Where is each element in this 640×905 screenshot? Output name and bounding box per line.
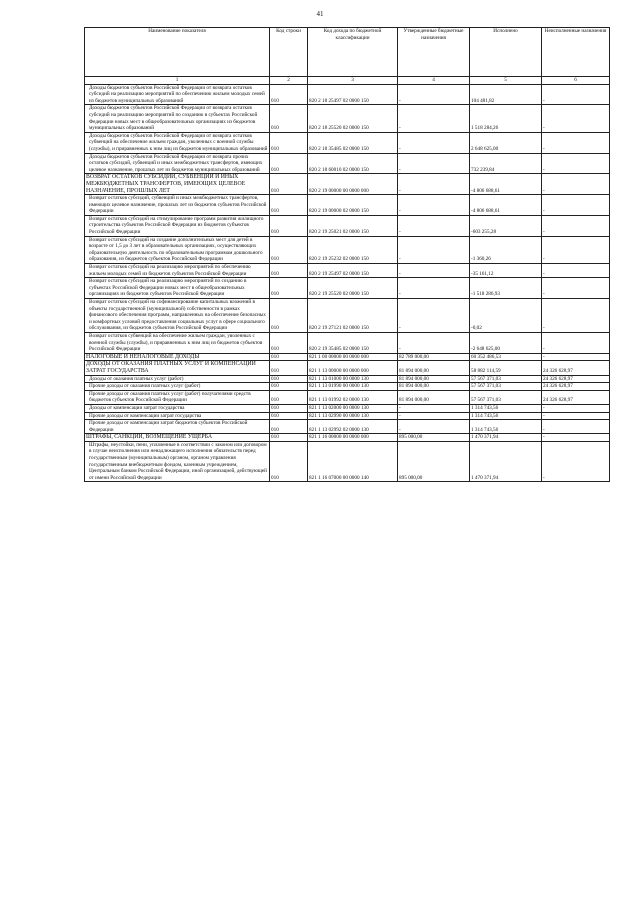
executed-cell: -35 161,12: [470, 264, 542, 278]
indicator-name-cell: [85, 299, 270, 333]
executed-cell: -2 648 625,00: [470, 332, 542, 353]
income-code-cell: 820 2 19 00000 00 0000 000: [308, 174, 398, 195]
income-code-cell: 820 2 19 35485 02 0000 150: [308, 332, 398, 353]
income-code-cell: 820 2 19 25497 02 0000 150: [308, 264, 398, 278]
approved-cell: -: [398, 84, 470, 105]
unexecuted-cell: -: [542, 195, 610, 216]
line-code-cell: 010: [270, 390, 308, 404]
income-code-cell: 821 1 16 07000 00 0000 140: [308, 441, 398, 482]
header-index: 4: [398, 77, 470, 85]
unexecuted-cell: -: [542, 215, 610, 236]
executed-cell: 2 648 625,00: [470, 132, 542, 153]
indicator-name-text: Возврат остатков субсидий на реализацию мероприятий по обеспечению жильем молодых семей из бюджетов субъектов Российской Федерации: [89, 264, 251, 277]
executed-cell: -603 255,28: [470, 215, 542, 236]
indicator-name-cell: [85, 361, 270, 375]
approved-cell: -: [398, 412, 470, 420]
header-line-code: Код строки: [270, 28, 308, 77]
income-code-cell: 821 1 13 02992 02 0000 130: [308, 420, 398, 434]
executed-cell: 104 481,82: [470, 84, 542, 105]
line-code-cell: 010: [270, 361, 308, 375]
executed-cell: 1 470 371,94: [470, 441, 542, 482]
table-index-row: [85, 77, 610, 85]
header-income-code: Код дохода по бюджетной классификации: [308, 28, 398, 77]
approved-cell: -: [398, 153, 470, 174]
indicator-name-cell: [85, 332, 270, 353]
unexecuted-cell: -: [542, 264, 610, 278]
header-index: 3: [308, 77, 398, 85]
income-code-cell: 820 2 19 25021 02 0000 150: [308, 215, 398, 236]
unexecuted-cell: -: [542, 84, 610, 105]
income-code-cell: 821 1 13 01990 00 0000 130: [308, 383, 398, 391]
executed-cell: 1 314 743,56: [470, 412, 542, 420]
table-row: [85, 278, 610, 299]
approved-cell: -: [398, 332, 470, 353]
income-code-cell: 820 2 18 35485 02 0000 150: [308, 132, 398, 153]
indicator-name-cell: [85, 153, 270, 174]
table-row: [85, 383, 610, 391]
executed-cell: 57 567 371,03: [470, 375, 542, 383]
indicator-name-text: Возврат остатков субвенций на обеспечение жильем граждан, уволенных с военной службы (службы), и приравненных к ним лиц из бюджетов субъектов Российской Федерации: [89, 332, 263, 353]
table-row: [85, 215, 610, 236]
table-row: [85, 132, 610, 153]
table-row: [85, 441, 610, 482]
unexecuted-cell: -: [542, 420, 610, 434]
line-code-cell: 010: [270, 420, 308, 434]
approved-cell: -: [398, 132, 470, 153]
executed-cell: -1 360,26: [470, 236, 542, 263]
line-code-cell: 010: [270, 264, 308, 278]
indicator-name-cell: [85, 441, 270, 482]
table-row: [85, 195, 610, 216]
unexecuted-cell: -: [542, 132, 610, 153]
executed-cell: -4 806 688,61: [470, 195, 542, 216]
indicator-name-cell: [85, 264, 270, 278]
indicator-name-text: Возврат остатков субсидий на стимулирование программ развития жилищного строительства субъектов Российской Федерации из бюджетов субъектов Российской Федерации: [89, 215, 264, 236]
line-code-cell: 010: [270, 383, 308, 391]
indicator-name-text: Доходы бюджетов субъектов Российской Федерации от возврата остатков субвенций на обеспечение жильем граждан, уволенных с военной службы (службы), и приравненных к ним лиц из бюджетов муниципальных образований: [89, 132, 268, 152]
approved-cell: -: [398, 215, 470, 236]
indicator-name-text: Возврат остатков субсидий, субвенций и иных межбюджетных трансфертов, имеющих целевое назначение, прошлых лет из бюджетов субъектов Российской Федерации: [89, 195, 267, 215]
executed-cell: 732 239,84: [470, 153, 542, 174]
income-code-cell: 820 2 19 25232 02 0000 150: [308, 236, 398, 263]
indicator-name-text: Доходы от оказания платных услуг (работ): [89, 375, 184, 382]
income-code-cell: 821 1 13 02000 00 0000 130: [308, 404, 398, 412]
approved-cell: -: [398, 278, 470, 299]
indicator-name-text: Возврат остатков субсидий на реализацию мероприятий по созданию в субъектах Российской Федерации новых мест в общеобразовательных организациях из бюджетов субъектов Российской Федерации: [89, 278, 247, 298]
table-header-row: [85, 28, 610, 77]
unexecuted-cell: -: [542, 332, 610, 353]
header-indicator-name: Наименование показателя: [85, 28, 270, 77]
indicator-name-text: ДОХОДЫ ОТ ОКАЗАНИЯ ПЛАТНЫХ УСЛУГ И КОМПЕНСАЦИИ ЗАТРАТ ГОСУДАРСТВА: [86, 361, 256, 374]
approved-cell: -: [398, 236, 470, 263]
indicator-name-cell: [85, 404, 270, 412]
table-row: [85, 105, 610, 132]
unexecuted-cell: -: [542, 236, 610, 263]
line-code-cell: 010: [270, 174, 308, 195]
line-code-cell: 010: [270, 215, 308, 236]
approved-cell: -: [398, 264, 470, 278]
approved-cell: 895 000,00: [398, 434, 470, 442]
income-code-cell: 821 1 13 01992 02 0000 130: [308, 390, 398, 404]
approved-cell: 81 894 000,00: [398, 390, 470, 404]
unexecuted-cell: -: [542, 105, 610, 132]
executed-cell: -4 806 688,61: [470, 174, 542, 195]
table-row: [85, 332, 610, 353]
indicator-name-cell: [85, 236, 270, 263]
executed-cell: 58 882 114,59: [470, 361, 542, 375]
indicator-name-text: Возврат остатков субсидий на софинансирование капитальных вложений в объекты государственной (муниципальной) собственности в рамках финансового обеспечения программ, направленных на обеспечение безопасных и комфортных условий предоставления социальных услуг в сфере социального обслуживания, из бюджетов субъектов Российской Федерации: [89, 299, 266, 332]
income-code-cell: 821 1 13 01000 00 0000 130: [308, 375, 398, 383]
table-row: [85, 404, 610, 412]
indicator-name-cell: [85, 353, 270, 361]
table-body: [85, 84, 610, 482]
income-code-cell: 820 2 18 25520 02 0000 150: [308, 105, 398, 132]
executed-cell: 1 314 743,56: [470, 404, 542, 412]
executed-cell: 1 470 371,94: [470, 434, 542, 442]
line-code-cell: 010: [270, 299, 308, 333]
executed-cell: 1 314 743,56: [470, 420, 542, 434]
indicator-name-cell: [85, 105, 270, 132]
table-row: [85, 264, 610, 278]
income-code-cell: 820 2 19 27121 02 0000 150: [308, 299, 398, 333]
indicator-name-text: НАЛОГОВЫЕ И НЕНАЛОГОВЫЕ ДОХОДЫ: [86, 353, 200, 360]
line-code-cell: 010: [270, 353, 308, 361]
table-row: [85, 174, 610, 195]
table-row: [85, 361, 610, 375]
indicator-name-text: Штрафы, неустойки, пени, уплаченные в соответствии с законом или договором в случае неисполнения или ненадлежащего исполнения обязательств перед государственным (муниципальным) органом, органом управления государственным внебюджетным фондом, казенным учреждением, Центральным банком Российской Федерации, иной организацией, действующей от имени Российской Федерации: [89, 441, 267, 481]
executed-cell: 60 352 486,53: [470, 353, 542, 361]
approved-cell: -: [398, 299, 470, 333]
executed-cell: -1 518 286,93: [470, 278, 542, 299]
indicator-name-text: Доходы от компенсации затрат государства: [89, 404, 185, 411]
indicator-name-cell: [85, 132, 270, 153]
table-row: [85, 353, 610, 361]
indicator-name-text: Доходы бюджетов субъектов Российской Федерации от возврата остатков субсидий на реализацию мероприятий по созданию в субъектах Российской Федерации новых мест в общеобразовательных организациях из бюджетов муниципальных образований: [89, 105, 258, 132]
income-code-cell: 820 2 18 25497 02 0000 150: [308, 84, 398, 105]
indicator-name-cell: [85, 375, 270, 383]
table-row: [85, 412, 610, 420]
indicator-name-cell: [85, 215, 270, 236]
executed-cell: 57 567 371,03: [470, 390, 542, 404]
budget-execution-table: [84, 27, 610, 482]
header-unexecuted: Неисполненные назначения: [542, 28, 610, 77]
unexecuted-cell: -: [542, 353, 610, 361]
income-code-cell: 821 1 00 00000 00 0000 000: [308, 353, 398, 361]
indicator-name-cell: [85, 174, 270, 195]
header-index: 5: [470, 77, 542, 85]
executed-cell: -0,02: [470, 299, 542, 333]
line-code-cell: 010: [270, 278, 308, 299]
indicator-name-text: Возврат остатков субсидий на создание дополнительных мест для детей в возрасте от 1,5 до 3 лет в образовательных организациях, осуществляющих образовательную деятельность по образовательным программам дошкольного образования, из бюджетов субъектов Российской Федерации: [89, 236, 263, 263]
indicator-name-text: Доходы бюджетов субъектов Российской Федерации от возврата прочих остатков субсидий, субвенций и иных межбюджетных трансфертов, имеющих целевое назначение, прошлых лет из бюджетов муниципальных образований: [89, 153, 263, 173]
unexecuted-cell: -: [542, 404, 610, 412]
indicator-name-text: Прочие доходы от компенсации затрат бюджетов субъектов Российской Федерации: [89, 420, 248, 433]
table-row: [85, 420, 610, 434]
line-code-cell: 010: [270, 195, 308, 216]
header-index: 1: [85, 77, 270, 85]
executed-cell: 1 518 284,26: [470, 105, 542, 132]
indicator-name-text: ВОЗВРАТ ОСТАТКОВ СУБСИДИЙ, СУБВЕНЦИЙ И ИНЫХ МЕЖБЮДЖЕТНЫХ ТРАНСФЕРТОВ, ИМЕЮЩИХ ЦЕЛЕВОЕ НАЗНАЧЕНИЕ, ПРОШЛЫХ ЛЕТ: [86, 174, 246, 194]
header-index: 6: [542, 77, 610, 85]
line-code-cell: 010: [270, 236, 308, 263]
unexecuted-cell: -: [542, 441, 610, 482]
income-code-cell: 820 2 19 00000 02 0000 150: [308, 195, 398, 216]
unexecuted-cell: -: [542, 153, 610, 174]
income-code-cell: 821 1 13 00000 00 0000 000: [308, 361, 398, 375]
income-code-cell: 821 1 13 02990 00 0000 130: [308, 412, 398, 420]
unexecuted-cell: -: [542, 434, 610, 442]
page-number: 41: [316, 10, 324, 18]
table-row: [85, 299, 610, 333]
approved-cell: 81 894 000,00: [398, 375, 470, 383]
line-code-cell: 010: [270, 434, 308, 442]
unexecuted-cell: -: [542, 412, 610, 420]
line-code-cell: 010: [270, 412, 308, 420]
approved-cell: -: [398, 105, 470, 132]
indicator-name-cell: [85, 278, 270, 299]
approved-cell: -: [398, 420, 470, 434]
approved-cell: 81 894 000,00: [398, 361, 470, 375]
table-row: [85, 236, 610, 263]
income-code-cell: 820 2 18 60010 02 0000 150: [308, 153, 398, 174]
table-row: [85, 153, 610, 174]
indicator-name-text: Прочие доходы от оказания платных услуг (работ) получателями средств бюджетов субъектов Российской Федерации: [89, 390, 251, 404]
header-index: 2: [270, 77, 308, 85]
indicator-name-cell: [85, 412, 270, 420]
indicator-name-text: Доходы бюджетов субъектов Российской Федерации от возврата остатков субсидий на реализацию мероприятий по обеспечению жильем молодых семей из бюджетов муниципальных образований: [89, 84, 265, 104]
line-code-cell: 010: [270, 375, 308, 383]
line-code-cell: 010: [270, 441, 308, 482]
unexecuted-cell: 24 326 628,97: [542, 375, 610, 383]
table-row: [85, 375, 610, 383]
indicator-name-text: Прочие доходы от компенсации затрат государства: [89, 412, 202, 419]
unexecuted-cell: -: [542, 278, 610, 299]
line-code-cell: 010: [270, 332, 308, 353]
line-code-cell: 010: [270, 404, 308, 412]
unexecuted-cell: 24 326 628,97: [542, 390, 610, 404]
header-executed: Исполнено: [470, 28, 542, 77]
unexecuted-cell: 24 326 628,97: [542, 361, 610, 375]
table-row: [85, 84, 610, 105]
income-code-cell: 820 2 19 25520 02 0000 150: [308, 278, 398, 299]
indicator-name-cell: [85, 420, 270, 434]
approved-cell: 82 789 000,00: [398, 353, 470, 361]
table-row: [85, 434, 610, 442]
indicator-name-text: Прочие доходы от оказания платных услуг (работ): [89, 383, 201, 390]
header-approved: Утвержденные бюджетные назначения: [398, 28, 470, 77]
line-code-cell: 010: [270, 84, 308, 105]
indicator-name-cell: [85, 383, 270, 391]
indicator-name-cell: [85, 195, 270, 216]
indicator-name-cell: [85, 390, 270, 404]
unexecuted-cell: 24 326 628,97: [542, 383, 610, 391]
approved-cell: -: [398, 174, 470, 195]
table-row: [85, 390, 610, 404]
approved-cell: -: [398, 195, 470, 216]
unexecuted-cell: -: [542, 174, 610, 195]
approved-cell: -: [398, 404, 470, 412]
indicator-name-text: ШТРАФЫ, САНКЦИИ, ВОЗМЕЩЕНИЕ УЩЕРБА: [86, 434, 213, 441]
line-code-cell: 010: [270, 105, 308, 132]
line-code-cell: 010: [270, 132, 308, 153]
approved-cell: 81 894 000,00: [398, 383, 470, 391]
line-code-cell: 010: [270, 153, 308, 174]
executed-cell: 57 567 371,03: [470, 383, 542, 391]
unexecuted-cell: -: [542, 299, 610, 333]
indicator-name-cell: [85, 84, 270, 105]
indicator-name-cell: [85, 434, 270, 442]
income-code-cell: 821 1 16 00000 00 0000 000: [308, 434, 398, 442]
approved-cell: 895 000,00: [398, 441, 470, 482]
